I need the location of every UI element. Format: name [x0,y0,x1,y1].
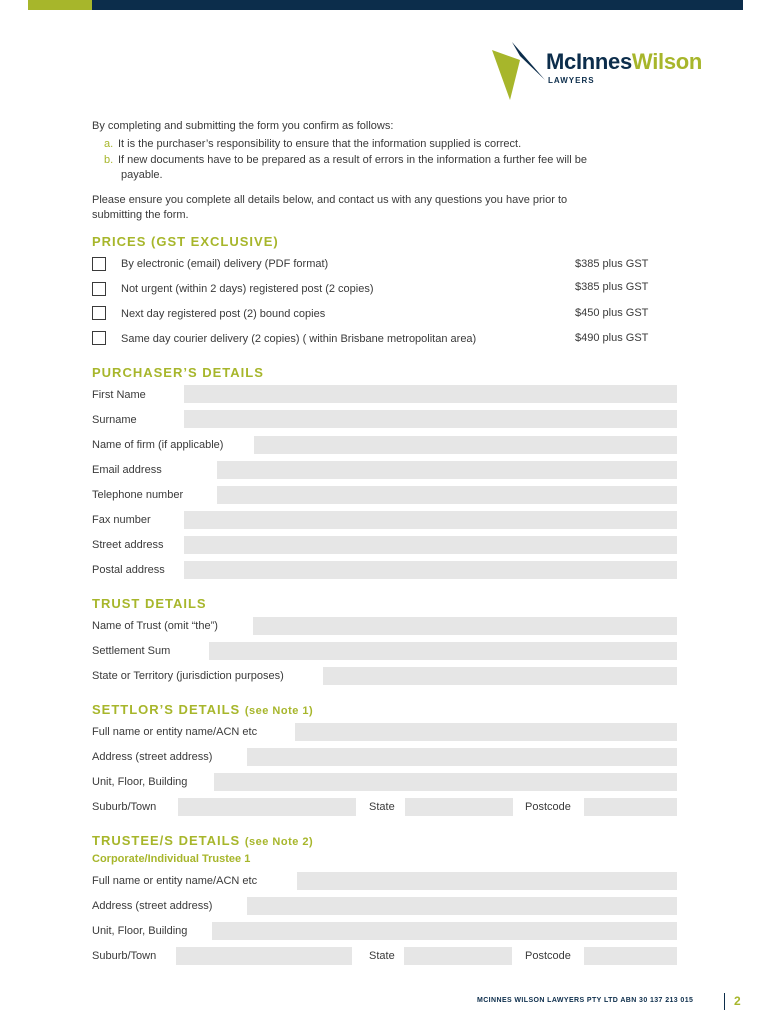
firm-field[interactable] [254,436,677,454]
footer-company: MCINNES WILSON LAWYERS PTY LTD ABN 30 137 213 015 [477,997,694,1004]
trust-name-field[interactable] [253,617,677,635]
settlor-suburb-label: Suburb/Town [92,801,157,813]
confirm-text: By completing and submitting the form you confirm as follows: [92,120,394,132]
prices-heading: PRICES (GST EXCLUSIVE) [92,234,279,249]
postal-address-label: Postal address [92,564,165,576]
settlor-address-field[interactable] [247,748,677,766]
trustee-unit-field[interactable] [212,922,677,940]
please-text-line2: submitting the form. [92,209,189,221]
price-option-label: Next day registered post (2) bound copies [121,308,326,320]
trustee-address-field[interactable] [247,897,677,915]
telephone-field[interactable] [217,486,677,504]
surname-field[interactable] [184,410,677,428]
settlor-state-label: State [369,801,395,813]
telephone-label: Telephone number [92,489,184,501]
price-option-checkbox[interactable] [92,282,106,296]
email-label: Email address [92,464,162,476]
jurisdiction-field[interactable] [323,667,677,685]
purchaser-heading: PURCHASER’S DETAILS [92,365,264,380]
price-option-label: Same day courier delivery (2 copies) ( within Brisbane metropolitan area) [121,333,477,345]
trustee-full-name-label: Full name or entity name/ACN etc [92,875,258,887]
trustee-state-field[interactable] [404,947,512,965]
first-name-label: First Name [92,389,146,401]
trust-name-label: Name of Trust (omit “the”) [92,620,218,632]
settlor-heading: SETTLOR’S DETAILS (see Note 1) [92,702,314,717]
please-text-line1: Please ensure you complete all details below, and contact us with any questions you have prior to [92,194,568,206]
postal-address-field[interactable] [184,561,677,579]
street-address-field[interactable] [184,536,677,554]
price-option-price: $385 plus GST [575,258,649,270]
fax-field[interactable] [184,511,677,529]
confirm-item-b: b. If new documents have to be prepared as a result of errors in the information a further fee will be [104,154,587,166]
street-address-label: Street address [92,539,164,551]
company-logo [490,36,720,102]
logo-wordmark: McInnesWilson [546,49,703,74]
confirm-item-b-cont: payable. [121,169,163,181]
price-option-checkbox[interactable] [92,331,106,345]
trustee-unit-label: Unit, Floor, Building [92,925,188,937]
first-name-field[interactable] [184,385,677,403]
price-option-label: By electronic (email) delivery (PDF format) [121,258,329,270]
trustee-subheading: Corporate/Individual Trustee 1 [92,853,251,865]
top-banner [28,0,743,10]
price-option-label: Not urgent (within 2 days) registered post (2 copies) [121,283,374,295]
trustee-suburb-label: Suburb/Town [92,950,157,962]
trustee-heading: TRUSTEE/S DETAILS (see Note 2) [92,833,314,848]
price-option-price: $450 plus GST [575,307,649,319]
firm-label: Name of firm (if applicable) [92,439,224,451]
fax-label: Fax number [92,514,151,526]
surname-label: Surname [92,414,137,426]
email-field[interactable] [217,461,677,479]
settlor-unit-label: Unit, Floor, Building [92,776,188,788]
settlor-full-name-label: Full name or entity name/ACN etc [92,726,258,738]
trustee-state-label: State [369,950,395,962]
settlor-state-field[interactable] [405,798,513,816]
settlor-postcode-field[interactable] [584,798,677,816]
trustee-address-label: Address (street address) [92,900,213,912]
footer-divider [724,993,725,1010]
settlement-sum-label: Settlement Sum [92,645,171,657]
trust-heading: TRUST DETAILS [92,596,207,611]
trustee-postcode-field[interactable] [584,947,677,965]
price-option-price: $385 plus GST [575,281,649,293]
settlor-suburb-field[interactable] [178,798,356,816]
settlor-postcode-label: Postcode [525,801,571,813]
page-number: 2 [734,994,741,1008]
trustee-postcode-label: Postcode [525,950,571,962]
confirm-item-a: a. It is the purchaser’s responsibility to ensure that the information supplied is correct. [104,138,522,150]
trustee-suburb-field[interactable] [176,947,352,965]
logo-subtitle: LAWYERS [548,76,595,85]
trustee-full-name-field[interactable] [297,872,677,890]
price-option-checkbox[interactable] [92,306,106,320]
settlement-sum-field[interactable] [209,642,677,660]
price-option-checkbox[interactable] [92,257,106,271]
top-banner-accent [28,0,92,10]
settlor-full-name-field[interactable] [295,723,677,741]
logo-mark-icon [490,36,546,102]
settlor-address-label: Address (street address) [92,751,213,763]
price-option-price: $490 plus GST [575,332,649,344]
settlor-unit-field[interactable] [214,773,677,791]
jurisdiction-label: State or Territory (jurisdiction purposes) [92,670,284,682]
